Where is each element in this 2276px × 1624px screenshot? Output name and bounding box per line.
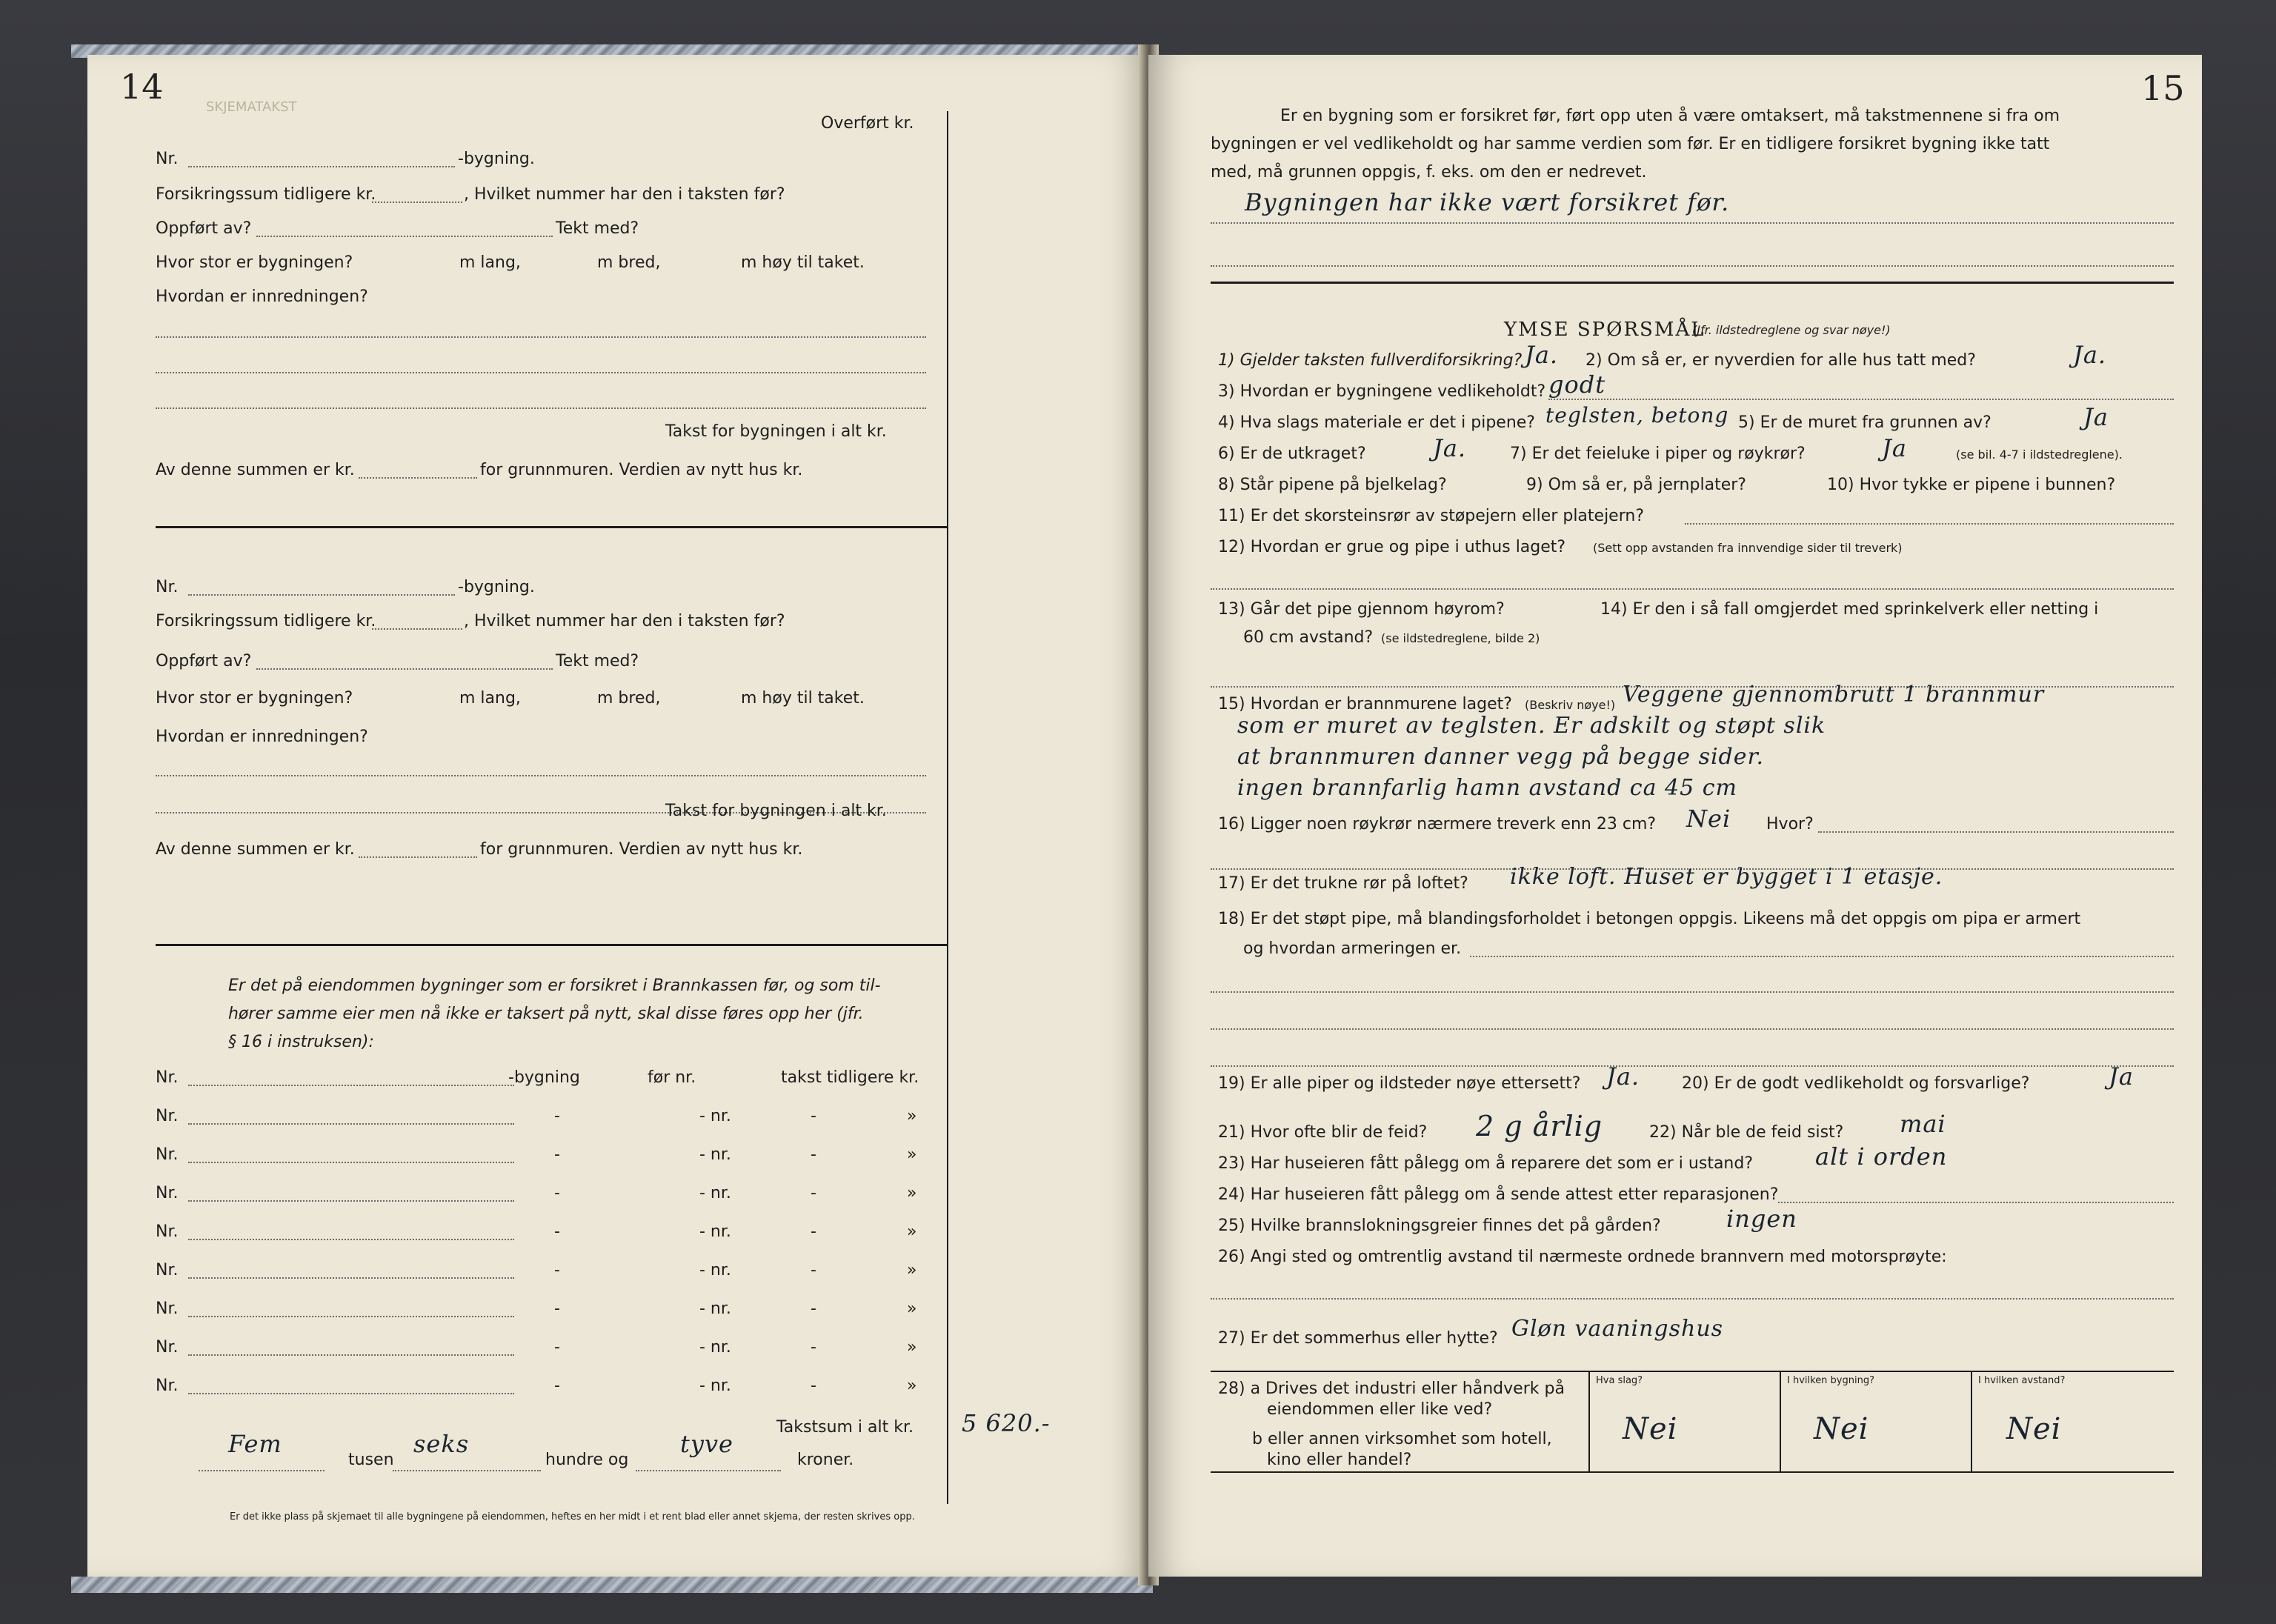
q25-answer: ingen xyxy=(1726,1205,1797,1233)
entry-line xyxy=(1211,222,2174,224)
q12-label: 12) Hvordan er grue og pipe i uthus laget? xyxy=(1218,538,1566,556)
bygning-label: -bygning. xyxy=(458,578,535,596)
grunnmur-label: for grunnmuren. Verdien av nytt hus kr. xyxy=(480,840,803,859)
table-row-nr: Nr. xyxy=(156,1107,179,1125)
table-row-nr: Nr. xyxy=(156,1377,179,1395)
entry-line xyxy=(256,236,553,237)
foil-edge-bottom-left xyxy=(71,1577,1153,1593)
entry-line xyxy=(1778,1202,2174,1203)
entry-line xyxy=(156,407,926,409)
innredning-label: Hvordan er innredningen? xyxy=(156,728,368,746)
entry-line xyxy=(359,856,477,858)
q3-label: 3) Hvordan er bygningene vedlikeholdt? xyxy=(1218,382,1546,401)
overfort-label: Overført kr. xyxy=(821,114,914,133)
q28-answer-avstand: Nei xyxy=(2006,1412,2062,1446)
q28b-label-cont: kino eller handel? xyxy=(1267,1451,1412,1469)
takstsum-label: Takstsum i alt kr. xyxy=(776,1418,914,1437)
section-heading: YMSE SPØRSMÅL xyxy=(1504,319,1706,341)
entry-line xyxy=(1211,1028,2174,1030)
entry-line xyxy=(1685,523,2174,525)
table-row-for-nr: - nr. xyxy=(699,1338,731,1357)
entry-line xyxy=(1818,831,2174,833)
q27-answer: Gløn vaaningshus xyxy=(1511,1316,1724,1342)
table-row-nr: Nr. xyxy=(156,1145,179,1164)
oppfort-label: Oppført av? xyxy=(156,219,252,238)
q28-column-line xyxy=(1971,1371,1972,1473)
q20-label: 20) Er de godt vedlikeholdt og forsvarlige? xyxy=(1682,1074,2030,1093)
kroner-label: kroner. xyxy=(797,1451,854,1469)
entry-line xyxy=(188,1085,514,1086)
entry-line xyxy=(1211,1298,2174,1299)
av-denne-label: Av denne summen er kr. xyxy=(156,461,355,479)
q14-label: 14) Er den i så fall omgjerdet med sprinkelverk eller netting i xyxy=(1600,600,2099,619)
table-header-for-nr: før nr. xyxy=(648,1068,696,1087)
section-separator xyxy=(1211,282,2174,284)
q28-answer-hva: Nei xyxy=(1623,1412,1678,1446)
q16-answer: Nei xyxy=(1686,805,1731,833)
q28b-label: b eller annen virksomhet som hotell, xyxy=(1252,1430,1552,1448)
q9-label: 9) Om så er, på jernplater? xyxy=(1526,476,1746,494)
bygning-label: -bygning. xyxy=(458,150,535,168)
entry-line xyxy=(188,1200,514,1202)
page-number: 15 xyxy=(2141,68,2185,108)
q15-note: (Beskriv nøye!) xyxy=(1525,698,1616,712)
intro-line: bygningen er vel vedlikeholdt og har samme verdien som før. Er en tidligere forsikret bygning ikke tatt xyxy=(1211,135,2050,153)
q28a-label-cont: eiendommen eller like ved? xyxy=(1267,1400,1493,1419)
table-row-for-nr: - nr. xyxy=(699,1377,731,1395)
q24-label: 24) Har huseieren fått pålegg om å sende attest etter reparasjonen? xyxy=(1218,1185,1779,1204)
entry-line xyxy=(1470,956,2174,957)
entry-line xyxy=(256,668,553,670)
nr-label: Nr. xyxy=(156,150,179,168)
table-row-ditto: » xyxy=(907,1222,917,1241)
entry-line xyxy=(188,1393,514,1394)
q23-label: 23) Har huseieren fått pålegg om å reparere det som er i ustand? xyxy=(1218,1154,1754,1173)
table-row-dash: - xyxy=(554,1261,560,1279)
page-number: 14 xyxy=(120,67,164,107)
entry-line xyxy=(372,202,462,203)
q6-label: 6) Er de utkraget? xyxy=(1218,445,1366,463)
q21-label: 21) Hvor ofte blir de feid? xyxy=(1218,1123,1428,1142)
hundre-label: hundre og xyxy=(545,1451,629,1469)
entry-line xyxy=(1211,991,2174,993)
left-page xyxy=(87,55,1148,1577)
tusen-label: tusen xyxy=(348,1451,394,1469)
intro-line: med, må grunnen oppgis, f. eks. om den er nedrevet. xyxy=(1211,163,1647,182)
table-row-ditto: » xyxy=(907,1299,917,1318)
q26-label: 26) Angi sted og omtrentlig avstand til nærmeste ordnede brannvern med motorsprøyte: xyxy=(1218,1248,1947,1266)
table-row-for-nr: - nr. xyxy=(699,1184,731,1202)
instruction-line: § 16 i instruksen): xyxy=(228,1033,374,1051)
q7-answer: Ja xyxy=(1882,434,1907,462)
q13-label: 13) Går det pipe gjennom høyrom? xyxy=(1218,600,1505,619)
q15-answer-line: Veggene gjennombrutt 1 brannmur xyxy=(1623,682,2045,708)
table-row-dash: - xyxy=(811,1377,816,1395)
q18-label: 18) Er det støpt pipe, må blandingsforholdet i betongen oppgis. Likeens må det oppgis om pipa er armert xyxy=(1218,910,2081,928)
table-row-dash: - xyxy=(554,1222,560,1241)
q14-cont: 60 cm avstand? xyxy=(1243,628,1374,647)
amount-column-line xyxy=(947,111,948,1504)
m-hoy-label: m høy til taket. xyxy=(741,689,865,708)
table-row-nr: Nr. xyxy=(156,1261,179,1279)
entry-line xyxy=(188,1316,514,1317)
amount-hundreds-written: seks xyxy=(413,1430,470,1458)
table-row-dash: - xyxy=(554,1107,560,1125)
amount-thousands-written: Fem xyxy=(228,1430,282,1458)
entry-line xyxy=(188,166,455,167)
instruction-line: Er det på eiendommen bygninger som er forsikret i Brannkassen før, og som til- xyxy=(228,976,881,995)
tekt-label: Tekt med? xyxy=(556,652,639,670)
q15-answer-line: som er muret av teglsten. Er adskilt og støpt slik xyxy=(1237,713,1826,739)
table-row-for-nr: - nr. xyxy=(699,1145,731,1164)
table-row-dash: - xyxy=(811,1261,816,1279)
q17-answer: ikke loft. Huset er bygget i 1 etasje. xyxy=(1510,864,1943,890)
entry-line xyxy=(156,336,926,338)
m-hoy-label: m høy til taket. xyxy=(741,253,865,272)
q5-answer: Ja xyxy=(2083,403,2109,431)
entry-line xyxy=(188,594,455,596)
q27-label: 27) Er det sommerhus eller hytte? xyxy=(1218,1329,1498,1348)
hvilket-nummer-label: , Hvilket nummer har den i taksten før? xyxy=(464,612,785,630)
hvor-stor-label: Hvor stor er bygningen? xyxy=(156,689,353,708)
footer-note: Er det ikke plass på skjemaet til alle bygningene på eiendommen, heftes en her midt i et rent blad eller annet skjema, der resten skrives opp. xyxy=(230,1511,915,1522)
hvilket-nummer-label: , Hvilket nummer har den i taksten før? xyxy=(464,185,785,204)
hvor-stor-label: Hvor stor er bygningen? xyxy=(156,253,353,272)
innredning-label: Hvordan er innredningen? xyxy=(156,287,368,306)
col-hvilken-bygning: I hvilken bygning? xyxy=(1787,1375,1874,1386)
q4-answer: teglsten, betong xyxy=(1545,403,1729,427)
entry-line xyxy=(636,1470,781,1471)
table-row-nr: Nr. xyxy=(156,1299,179,1318)
entry-line xyxy=(156,372,926,373)
entry-line xyxy=(1211,265,2174,267)
table-row-nr: Nr. xyxy=(156,1222,179,1241)
q22-label: 22) Når ble de feid sist? xyxy=(1649,1123,1844,1142)
table-row-dash: - xyxy=(811,1184,816,1202)
q2-answer: Ja. xyxy=(2073,341,2107,369)
table-row-nr: Nr. xyxy=(156,1338,179,1357)
q16-label: 16) Ligger noen røykrør nærmere treverk enn 23 cm? xyxy=(1218,815,1657,833)
table-row-for-nr: - nr. xyxy=(699,1107,731,1125)
table-row-ditto: » xyxy=(907,1338,917,1357)
takst-label: Takst for bygningen i alt kr. xyxy=(665,422,887,441)
q15-label: 15) Hvordan er brannmurene laget? xyxy=(1218,695,1512,713)
q10-label: 10) Hvor tykke er pipene i bunnen? xyxy=(1827,476,2116,494)
q3-answer: godt xyxy=(1548,370,1606,399)
av-denne-label: Av denne summen er kr. xyxy=(156,840,355,859)
entry-line xyxy=(1211,588,2174,590)
right-page xyxy=(1148,55,2202,1577)
entry-line xyxy=(359,477,477,479)
q18-cont: og hvordan armeringen er. xyxy=(1243,939,1462,958)
q14-note: (se ildstedreglene, bilde 2) xyxy=(1381,631,1540,645)
section-heading-note: (Jfr. ildstedreglene og svar nøye!) xyxy=(1692,323,1891,337)
q23-answer: alt i orden xyxy=(1815,1142,1948,1171)
entry-line xyxy=(188,1123,514,1125)
instruction-line: hører samme eier men nå ikke er taksert på nytt, skal disse føres opp her (jfr. xyxy=(228,1005,864,1023)
table-row-dash: - xyxy=(554,1338,560,1357)
table-header-bygning: -bygning xyxy=(508,1068,580,1087)
table-row-ditto: » xyxy=(907,1377,917,1395)
q5-label: 5) Er de muret fra grunnen av? xyxy=(1738,413,1992,432)
q22-answer: mai xyxy=(1900,1110,1946,1138)
entry-line xyxy=(188,1277,514,1279)
q1-answer: Ja. xyxy=(1525,341,1559,369)
takst-label: Takst for bygningen i alt kr. xyxy=(665,802,887,820)
m-lang-label: m lang, xyxy=(459,253,521,272)
table-row-dash: - xyxy=(554,1377,560,1395)
table-row-dash: - xyxy=(811,1299,816,1318)
table-row-ditto: » xyxy=(907,1261,917,1279)
takstsum-value: 5 620.- xyxy=(962,1409,1051,1437)
tekt-label: Tekt med? xyxy=(556,219,639,238)
q12-note: (Sett opp avstanden fra innvendige sider til treverk) xyxy=(1593,541,1903,555)
q28-bottom-rule xyxy=(1211,1471,2174,1473)
q19-answer: Ja. xyxy=(1606,1062,1640,1091)
entry-line xyxy=(199,1470,325,1471)
q6-answer: Ja. xyxy=(1433,434,1467,462)
table-row-for-nr: - nr. xyxy=(699,1261,731,1279)
entry-line xyxy=(1548,399,2174,400)
intro-answer: Bygningen har ikke vært forsikret før. xyxy=(1245,188,1730,216)
table-header-nr: Nr. xyxy=(156,1068,179,1087)
m-bred-label: m bred, xyxy=(597,253,661,272)
q25-label: 25) Hvilke brannslokningsgreier finnes det på gården? xyxy=(1218,1217,1661,1235)
nr-label: Nr. xyxy=(156,578,179,596)
forsikringssum-label: Forsikringssum tidligere kr. xyxy=(156,185,376,204)
q28-answer-bygning: Nei xyxy=(1814,1412,1869,1446)
entry-line xyxy=(188,1239,514,1240)
entry-line xyxy=(372,628,462,630)
table-row-ditto: » xyxy=(907,1107,917,1125)
grunnmur-label: for grunnmuren. Verdien av nytt hus kr. xyxy=(480,461,803,479)
table-row-dash: - xyxy=(811,1338,816,1357)
table-row-for-nr: - nr. xyxy=(699,1299,731,1318)
forsikringssum-label: Forsikringssum tidligere kr. xyxy=(156,612,376,630)
block-separator xyxy=(156,526,948,528)
bleed-through-text: SKJEMATAKST xyxy=(206,99,297,115)
q28-top-rule xyxy=(1211,1371,2174,1372)
q1-label: 1) Gjelder taksten fullverdiforsikring? xyxy=(1218,351,1523,370)
q2-label: 2) Om så er, er nyverdien for alle hus tatt med? xyxy=(1585,351,1976,370)
m-bred-label: m bred, xyxy=(597,689,661,708)
block-separator xyxy=(156,944,948,946)
q11-label: 11) Er det skorsteinsrør av støpejern eller platejern? xyxy=(1218,507,1644,525)
q16-hvor-label: Hvor? xyxy=(1766,815,1814,833)
table-row-ditto: » xyxy=(907,1145,917,1164)
q7-label: 7) Er det feieluke i piper og røykrør? xyxy=(1510,445,1806,463)
table-row-for-nr: - nr. xyxy=(699,1222,731,1241)
q15-answer-line: at brannmuren danner vegg på begge sider. xyxy=(1237,744,1765,770)
q7-note: (se bil. 4-7 i ildstedreglene). xyxy=(1956,447,2123,462)
q28a-label: 28) a Drives det industri eller håndverk på xyxy=(1218,1380,1565,1398)
q15-answer-line: ingen brannfarlig hamn avstand ca 45 cm xyxy=(1237,775,1737,801)
q19-label: 19) Er alle piper og ildsteder nøye ettersett? xyxy=(1218,1074,1581,1093)
oppfort-label: Oppført av? xyxy=(156,652,252,670)
q21-answer: 2 g årlig xyxy=(1476,1110,1603,1142)
entry-line xyxy=(188,1162,514,1163)
table-row-nr: Nr. xyxy=(156,1184,179,1202)
q28-column-line xyxy=(1780,1371,1781,1473)
q17-label: 17) Er det trukne rør på loftet? xyxy=(1218,874,1468,893)
q8-label: 8) Står pipene på bjelkelag? xyxy=(1218,476,1447,494)
q20-answer: Ja xyxy=(2109,1062,2134,1091)
col-hva-slag: Hva slag? xyxy=(1596,1375,1643,1386)
q4-label: 4) Hva slags materiale er det i pipene? xyxy=(1218,413,1535,432)
m-lang-label: m lang, xyxy=(459,689,521,708)
table-row-dash: - xyxy=(554,1184,560,1202)
table-row-dash: - xyxy=(811,1107,816,1125)
q28-column-line xyxy=(1588,1371,1590,1473)
entry-line xyxy=(156,775,926,776)
intro-line: Er en bygning som er forsikret før, ført opp uten å være omtaksert, må takstmennene si fra om xyxy=(1280,107,2060,125)
table-row-dash: - xyxy=(811,1222,816,1241)
entry-line xyxy=(188,1354,514,1356)
entry-line xyxy=(1211,1065,2174,1067)
table-row-dash: - xyxy=(554,1145,560,1164)
entry-line xyxy=(393,1470,541,1471)
col-hvilken-avstand: I hvilken avstand? xyxy=(1978,1375,2066,1386)
amount-rest-written: tyve xyxy=(680,1430,733,1458)
table-row-dash: - xyxy=(554,1299,560,1318)
table-header-takst: takst tidligere kr. xyxy=(781,1068,919,1087)
table-row-ditto: » xyxy=(907,1184,917,1202)
table-row-dash: - xyxy=(811,1145,816,1164)
